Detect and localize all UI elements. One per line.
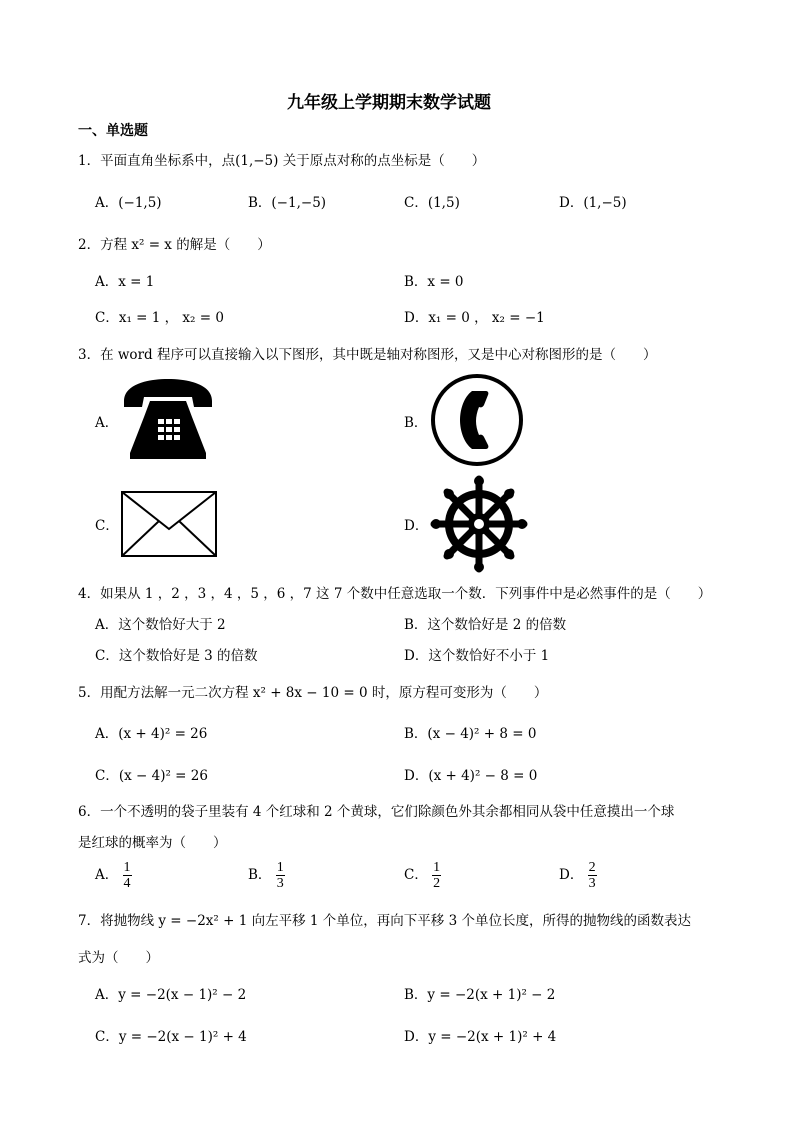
fraction: $\frac{2}{3}$ — [588, 860, 596, 891]
question-5-option-c[interactable]: C．(x − 4)² = 26 — [95, 768, 208, 784]
question-5-option-d[interactable]: D．(x + 4)² − 8 = 0 — [404, 768, 538, 784]
question-6-option-c[interactable] — [404, 860, 441, 891]
page-title: 九年级上学期期末数学试题 — [287, 93, 491, 113]
question-6-stem-line1: 6．一个不透明的袋子里装有 4 个红球和 2 个黄球，它们除颜色外其余都相同从袋中任意摸出一个球 — [78, 804, 675, 820]
option-label: C． — [404, 867, 428, 883]
envelope-icon — [121, 491, 217, 557]
telephone-icon — [120, 377, 216, 461]
question-6-option-b[interactable] — [248, 860, 285, 891]
question-7-stem-line2: 式为（ ） — [78, 950, 159, 966]
fraction: $\frac{1}{2}$ — [433, 860, 441, 891]
question-7-option-b[interactable]: B．y = −2(x + 1)² − 2 — [404, 987, 556, 1003]
question-4-option-a[interactable]: A．这个数恰好大于 2 — [95, 617, 226, 633]
question-7-option-d[interactable]: D．y = −2(x + 1)² + 4 — [404, 1029, 557, 1045]
question-4-option-c[interactable]: C．这个数恰好是 3 的倍数 — [95, 648, 258, 664]
question-1-stem: 1．平面直角坐标系中，点(1,−5) 关于原点对称的点坐标是（ ） — [78, 153, 486, 169]
dharma-wheel-icon — [430, 475, 528, 573]
question-3-option-a[interactable]: A． — [95, 415, 119, 431]
question-2-stem: 2．方程 x² = x 的解是（ ） — [78, 237, 271, 253]
question-6-stem-line2: 是红球的概率为（ ） — [78, 835, 227, 851]
option-label: A． — [95, 867, 119, 883]
option-label: B． — [248, 867, 272, 883]
question-5-option-a[interactable]: A．(x + 4)² = 26 — [95, 726, 208, 742]
question-2-option-d[interactable]: D．x₁ = 0 ， x₂ = −1 — [404, 310, 545, 326]
fraction: $\frac{1}{4}$ — [123, 860, 131, 891]
question-2-option-a[interactable]: A．x = 1 — [95, 274, 155, 290]
question-4-stem: 4．如果从 1 ，2 ，3 ，4 ，5 ，6 ，7 这 7 个数中任意选取一个数．下列事件中是必然事件的是（ ） — [78, 586, 712, 602]
question-2-option-c[interactable]: C．x₁ = 1 ， x₂ = 0 — [95, 310, 224, 326]
question-4-option-b[interactable]: B．这个数恰好是 2 的倍数 — [404, 617, 567, 633]
question-2-option-b[interactable]: B．x = 0 — [404, 274, 464, 290]
section-heading: 一、单选题 — [78, 123, 148, 139]
question-3-option-d[interactable]: D． — [404, 518, 429, 534]
question-3-option-c[interactable]: C． — [95, 518, 119, 534]
question-1-option-a[interactable]: A．(−1,5) — [95, 195, 162, 211]
option-label: D． — [559, 867, 584, 883]
fraction: $\frac{1}{3}$ — [276, 860, 284, 891]
question-3-stem: 3．在 word 程序可以直接输入以下图形，其中既是轴对称图形，又是中心对称图形的是（ ） — [78, 347, 657, 363]
question-5-stem: 5．用配方法解一元二次方程 x² + 8x − 10 = 0 时，原方程可变形为（ ） — [78, 685, 548, 701]
question-1-option-b[interactable]: B．(−1,−5) — [248, 195, 327, 211]
question-7-stem-line1: 7．将抛物线 y = −2x² + 1 向左平移 1 个单位，再向下平移 3 个单位长度，所得的抛物线的函数表达 — [78, 913, 691, 929]
question-7-option-c[interactable]: C．y = −2(x − 1)² + 4 — [95, 1029, 247, 1045]
phone-handset-circle-icon — [430, 373, 524, 467]
question-1-option-c[interactable]: C．(1,5) — [404, 195, 460, 211]
question-6-option-d[interactable] — [559, 860, 597, 891]
question-5-option-b[interactable]: B．(x − 4)² + 8 = 0 — [404, 726, 537, 742]
question-4-option-d[interactable]: D．这个数恰好不小于 1 — [404, 648, 550, 664]
question-1-option-d[interactable]: D．(1,−5) — [559, 195, 627, 211]
question-7-option-a[interactable]: A．y = −2(x − 1)² − 2 — [95, 987, 247, 1003]
question-6-option-a[interactable] — [95, 860, 132, 891]
question-3-option-b[interactable]: B． — [404, 415, 428, 431]
